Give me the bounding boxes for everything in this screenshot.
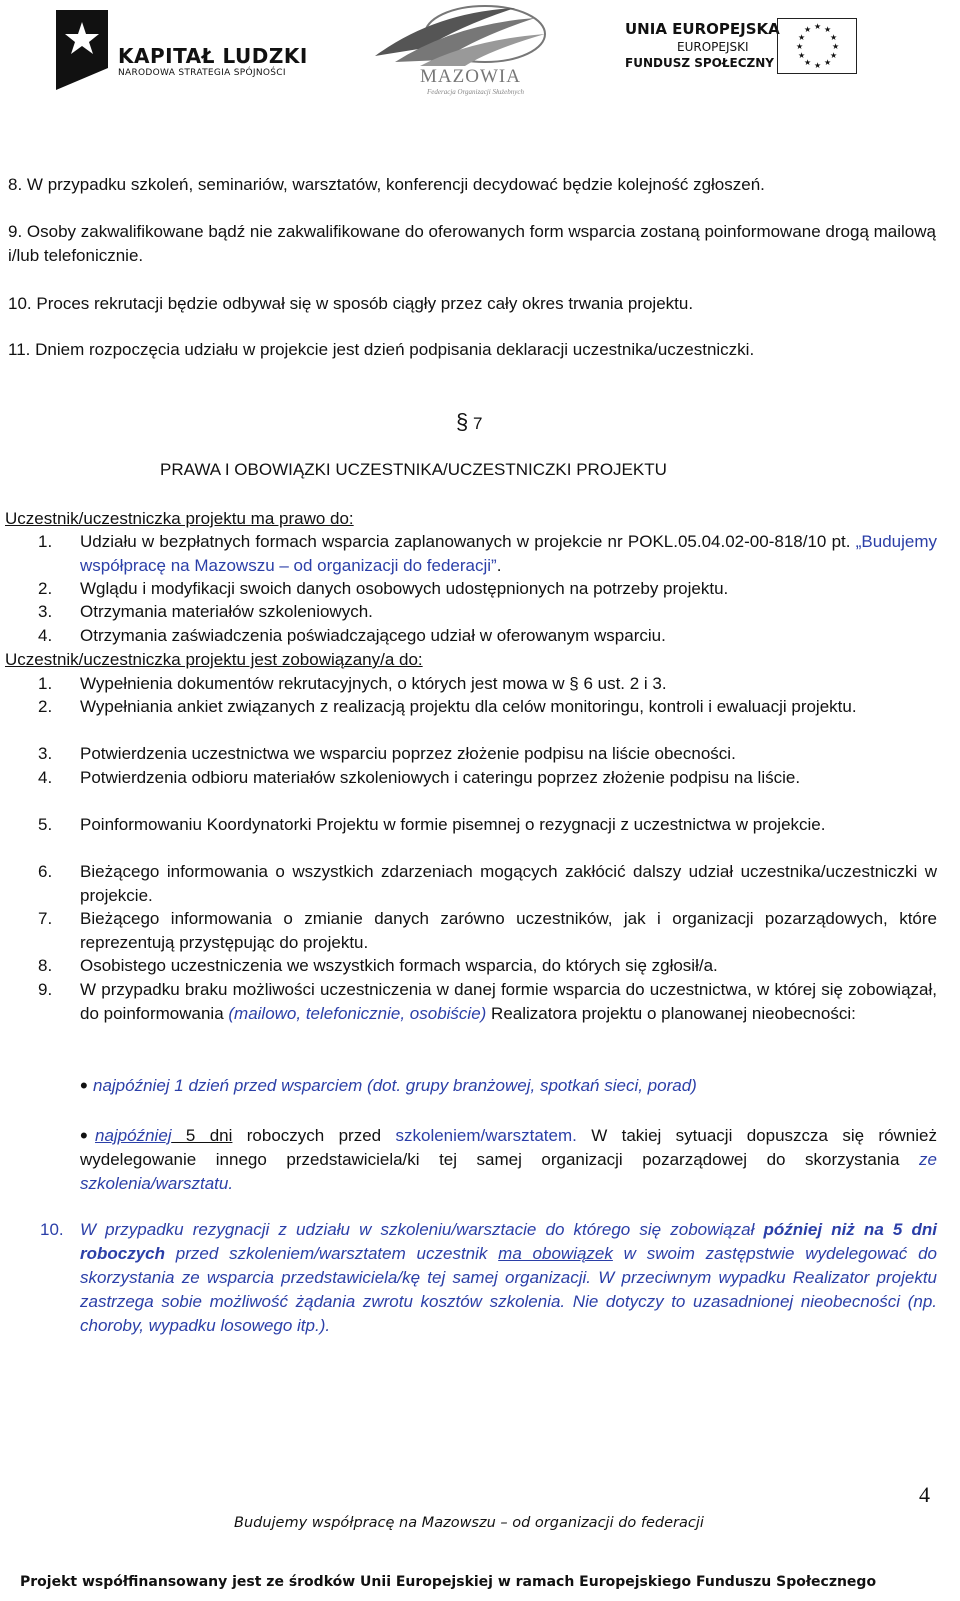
deadline-emphasis: później niż na 5 dni roboczych — [80, 1220, 937, 1263]
item-number: 2. — [38, 697, 53, 716]
item-text-main: W przypadku braku możliwości uczestniczenia w danej formie wsparcia do uczestnictwa, w której się zobowiązał, do poinformowania — [80, 980, 937, 1023]
item-text — [80, 978, 937, 1026]
item-text: Potwierdzenia uczestnictwa we wsparciu poprzez złożenie podpisu na liście obecności. — [80, 744, 736, 763]
mazowia-logo — [365, 4, 575, 96]
item-text-part: przed szkoleniem/warsztatem uczestnik — [165, 1244, 499, 1263]
list-item — [8, 173, 765, 197]
mazowia-name: MAZOWIA — [420, 66, 521, 87]
item-text: Proces rekrutacji będzie odbywał się w sposób ciągły przez cały okres trwania projektu. — [36, 294, 694, 313]
item-number: 1. — [38, 532, 53, 551]
footer-cofinance: Projekt współfinansowany jest ze środków Unii Europejskiej w ramach Europejskiego Funduszu Społecznego — [20, 1574, 877, 1590]
section-number — [456, 410, 482, 436]
item-text: Poinformowaniu Koordynatorki Projektu w formie pisemnej o rezygnacji z uczestnictwa w projekcie. — [80, 815, 826, 834]
deadline-label: najpóźniej — [95, 1126, 172, 1145]
item-text — [80, 1218, 937, 1338]
svg-text:★: ★ — [830, 33, 838, 42]
bullet-text-part: W takiej sytuacji dopuszcza się również wydelegowanie innego przedstawiciela/ki tej samej organizacji pozarządowej do skorzystania — [80, 1126, 937, 1169]
item-number: 11. — [8, 340, 31, 359]
item-number: 6. — [38, 862, 53, 881]
item-text: W przypadku szkoleń, seminariów, warsztatów, konferencji decydować będzie kolejność zgłoszeń. — [26, 175, 765, 194]
kapital-ludzki-title: KAPITAŁ LUDZKI — [118, 44, 308, 68]
kapital-ludzki-emblem-icon — [52, 10, 112, 92]
list-item — [8, 338, 754, 362]
obligation-emphasis: ma obowiązek — [498, 1244, 613, 1263]
item-number: 10. — [8, 294, 32, 313]
item-text-part: W przypadku rezygnacji z udziału w szkoleniu/warsztacie do którego się zobowiązał — [80, 1220, 764, 1239]
training-ref-end: ze szkolenia/warsztatu. — [80, 1150, 937, 1193]
svg-text:★: ★ — [814, 22, 822, 31]
svg-text:★: ★ — [798, 33, 806, 42]
item-text-part: w swoim zastępstwie wydelegować do skorzystania ze wsparcia przedstawiciela/kę tej samej organizacji. W przeciwnym wypadku Realizator projektu zastrzega sobie możliwość żądania zwrotu kosztów szkolenia. Nie dotyczy to uzasadnionej nieobecności (np. choroby, wypadku losowego itp.). — [80, 1244, 937, 1335]
item-number: 3. — [38, 744, 53, 763]
eu-line-3: FUNDUSZ SPOŁECZNY — [625, 56, 774, 70]
item-text-end: Realizatora projektu o planowanej nieobecności: — [486, 1004, 856, 1023]
item-text: Wypełniania ankiet związanych z realizacją projektu dla celów monitoringu, kontroli i ewaluacji projektu. — [80, 697, 857, 716]
bullet-text-part: roboczych przed — [232, 1126, 396, 1145]
item-number: 9. — [8, 222, 23, 241]
training-ref: szkoleniem/warsztatem. — [395, 1126, 577, 1145]
kapital-ludzki-logo — [52, 6, 322, 98]
item-number: 1. — [38, 674, 53, 693]
rights-heading: Uczestnik/uczestniczka projektu ma prawo do: — [5, 509, 354, 528]
svg-text:★: ★ — [830, 51, 838, 60]
deadline-days: 5 dni — [171, 1126, 233, 1145]
item-text: Wypełnienia dokumentów rekrutacyjnych, o których jest mowa w § 6 ust. 2 i 3. — [80, 674, 667, 693]
item-text: Dniem rozpoczęcia udziału w projekcie jest dzień podpisania deklaracji uczestnika/uczestniczki. — [35, 340, 755, 359]
item-text — [80, 530, 937, 578]
item-number: 9. — [38, 980, 53, 999]
bullet-text: najpóźniej 1 dzień przed wsparciem (dot. grupy branżowej, spotkań sieci, porad) — [93, 1076, 697, 1095]
page-number: 4 — [919, 1482, 930, 1507]
item-text: Potwierdzenia odbioru materiałów szkoleniowych i cateringu poprzez złożenie podpisu na liście. — [80, 768, 801, 787]
item-text: Otrzymania zaświadczenia poświadczającego udział w oferowanym wsparciu. — [80, 626, 666, 645]
footer-motto: Budujemy współpracę na Mazowszu – od organizacji do federacji — [234, 1515, 704, 1531]
bullet-dot-icon: • — [80, 1123, 88, 1148]
svg-text:★: ★ — [804, 58, 812, 67]
svg-text:★: ★ — [798, 51, 806, 60]
svg-text:★: ★ — [832, 42, 840, 51]
list-item — [8, 292, 693, 316]
item-text: Otrzymania materiałów szkoleniowych. — [80, 602, 373, 621]
item-number: 10. — [40, 1220, 64, 1239]
project-motto-inline: „Budujemy współpracę na Mazowszu – od organizacji do federacji” — [80, 532, 937, 575]
list-item — [8, 220, 936, 268]
eu-line-2: EUROPEJSKI — [677, 40, 749, 54]
list-item — [0, 530, 940, 578]
item-text: Bieżącego informowania o wszystkich zdarzeniach mogących zakłócić dalszy udział uczestnika/uczestniczki w projekcie. — [80, 862, 937, 905]
item-number: 4. — [38, 626, 53, 645]
item-number: 8. — [38, 956, 53, 975]
item-number: 7. — [38, 909, 53, 928]
section-title: PRAWA I OBOWIĄZKI UCZESTNIKA/UCZESTNICZKI PROJEKTU — [160, 460, 667, 479]
bullet-dot-icon: • — [80, 1073, 88, 1098]
item-number: 8. — [8, 175, 23, 194]
item-text: Bieżącego informowania o zmianie danych zarówno uczestników, jak i organizacji pozarządowych, które reprezentują przystępując do projektu. — [80, 909, 937, 952]
item-text: Osoby zakwalifikowane bądź nie zakwalifikowane do oferowanych form wsparcia zostaną poinformowane drogą mailową i/lub telefonicznie. — [8, 222, 936, 265]
bullet-text — [80, 1124, 937, 1196]
section-number-value: 7 — [472, 414, 483, 433]
mazowia-emblem-icon — [365, 4, 575, 70]
item-number: 4. — [38, 768, 53, 787]
svg-text:★: ★ — [824, 25, 832, 34]
eu-flag-icon — [777, 18, 857, 74]
duties-heading: Uczestnik/uczestniczka projektu jest zobowiązany/a do: — [5, 650, 423, 669]
svg-text:★: ★ — [814, 61, 822, 70]
svg-text:★: ★ — [824, 58, 832, 67]
item-number: 3. — [38, 602, 53, 621]
eu-line-1: UNIA EUROPEJSKA — [625, 20, 780, 38]
kapital-ludzki-subtitle: NARODOWA STRATEGIA SPÓJNOŚCI — [118, 68, 286, 78]
item-text-main: Udziału w bezpłatnych formach wsparcia zaplanowanych w projekcie nr POKL.05.04.02-00-818/10 pt. — [80, 532, 856, 551]
item-text: Wglądu i modyfikacji swoich danych osobowych udostępnionych na potrzeby projektu. — [80, 579, 729, 598]
item-number: 5. — [38, 815, 53, 834]
eu-logo — [625, 18, 925, 88]
section-symbol: § — [456, 409, 469, 434]
item-text-end: . — [496, 556, 502, 575]
item-number: 2. — [38, 579, 53, 598]
svg-text:★: ★ — [796, 42, 804, 51]
svg-text:★: ★ — [804, 25, 812, 34]
item-text: Osobistego uczestniczenia we wszystkich formach wsparcia, do których się zgłosił/a. — [80, 956, 718, 975]
contact-methods: (mailowo, telefonicznie, osobiście) — [228, 1004, 487, 1023]
mazowia-subtitle: Federacja Organizacji Służebnych — [427, 88, 524, 96]
